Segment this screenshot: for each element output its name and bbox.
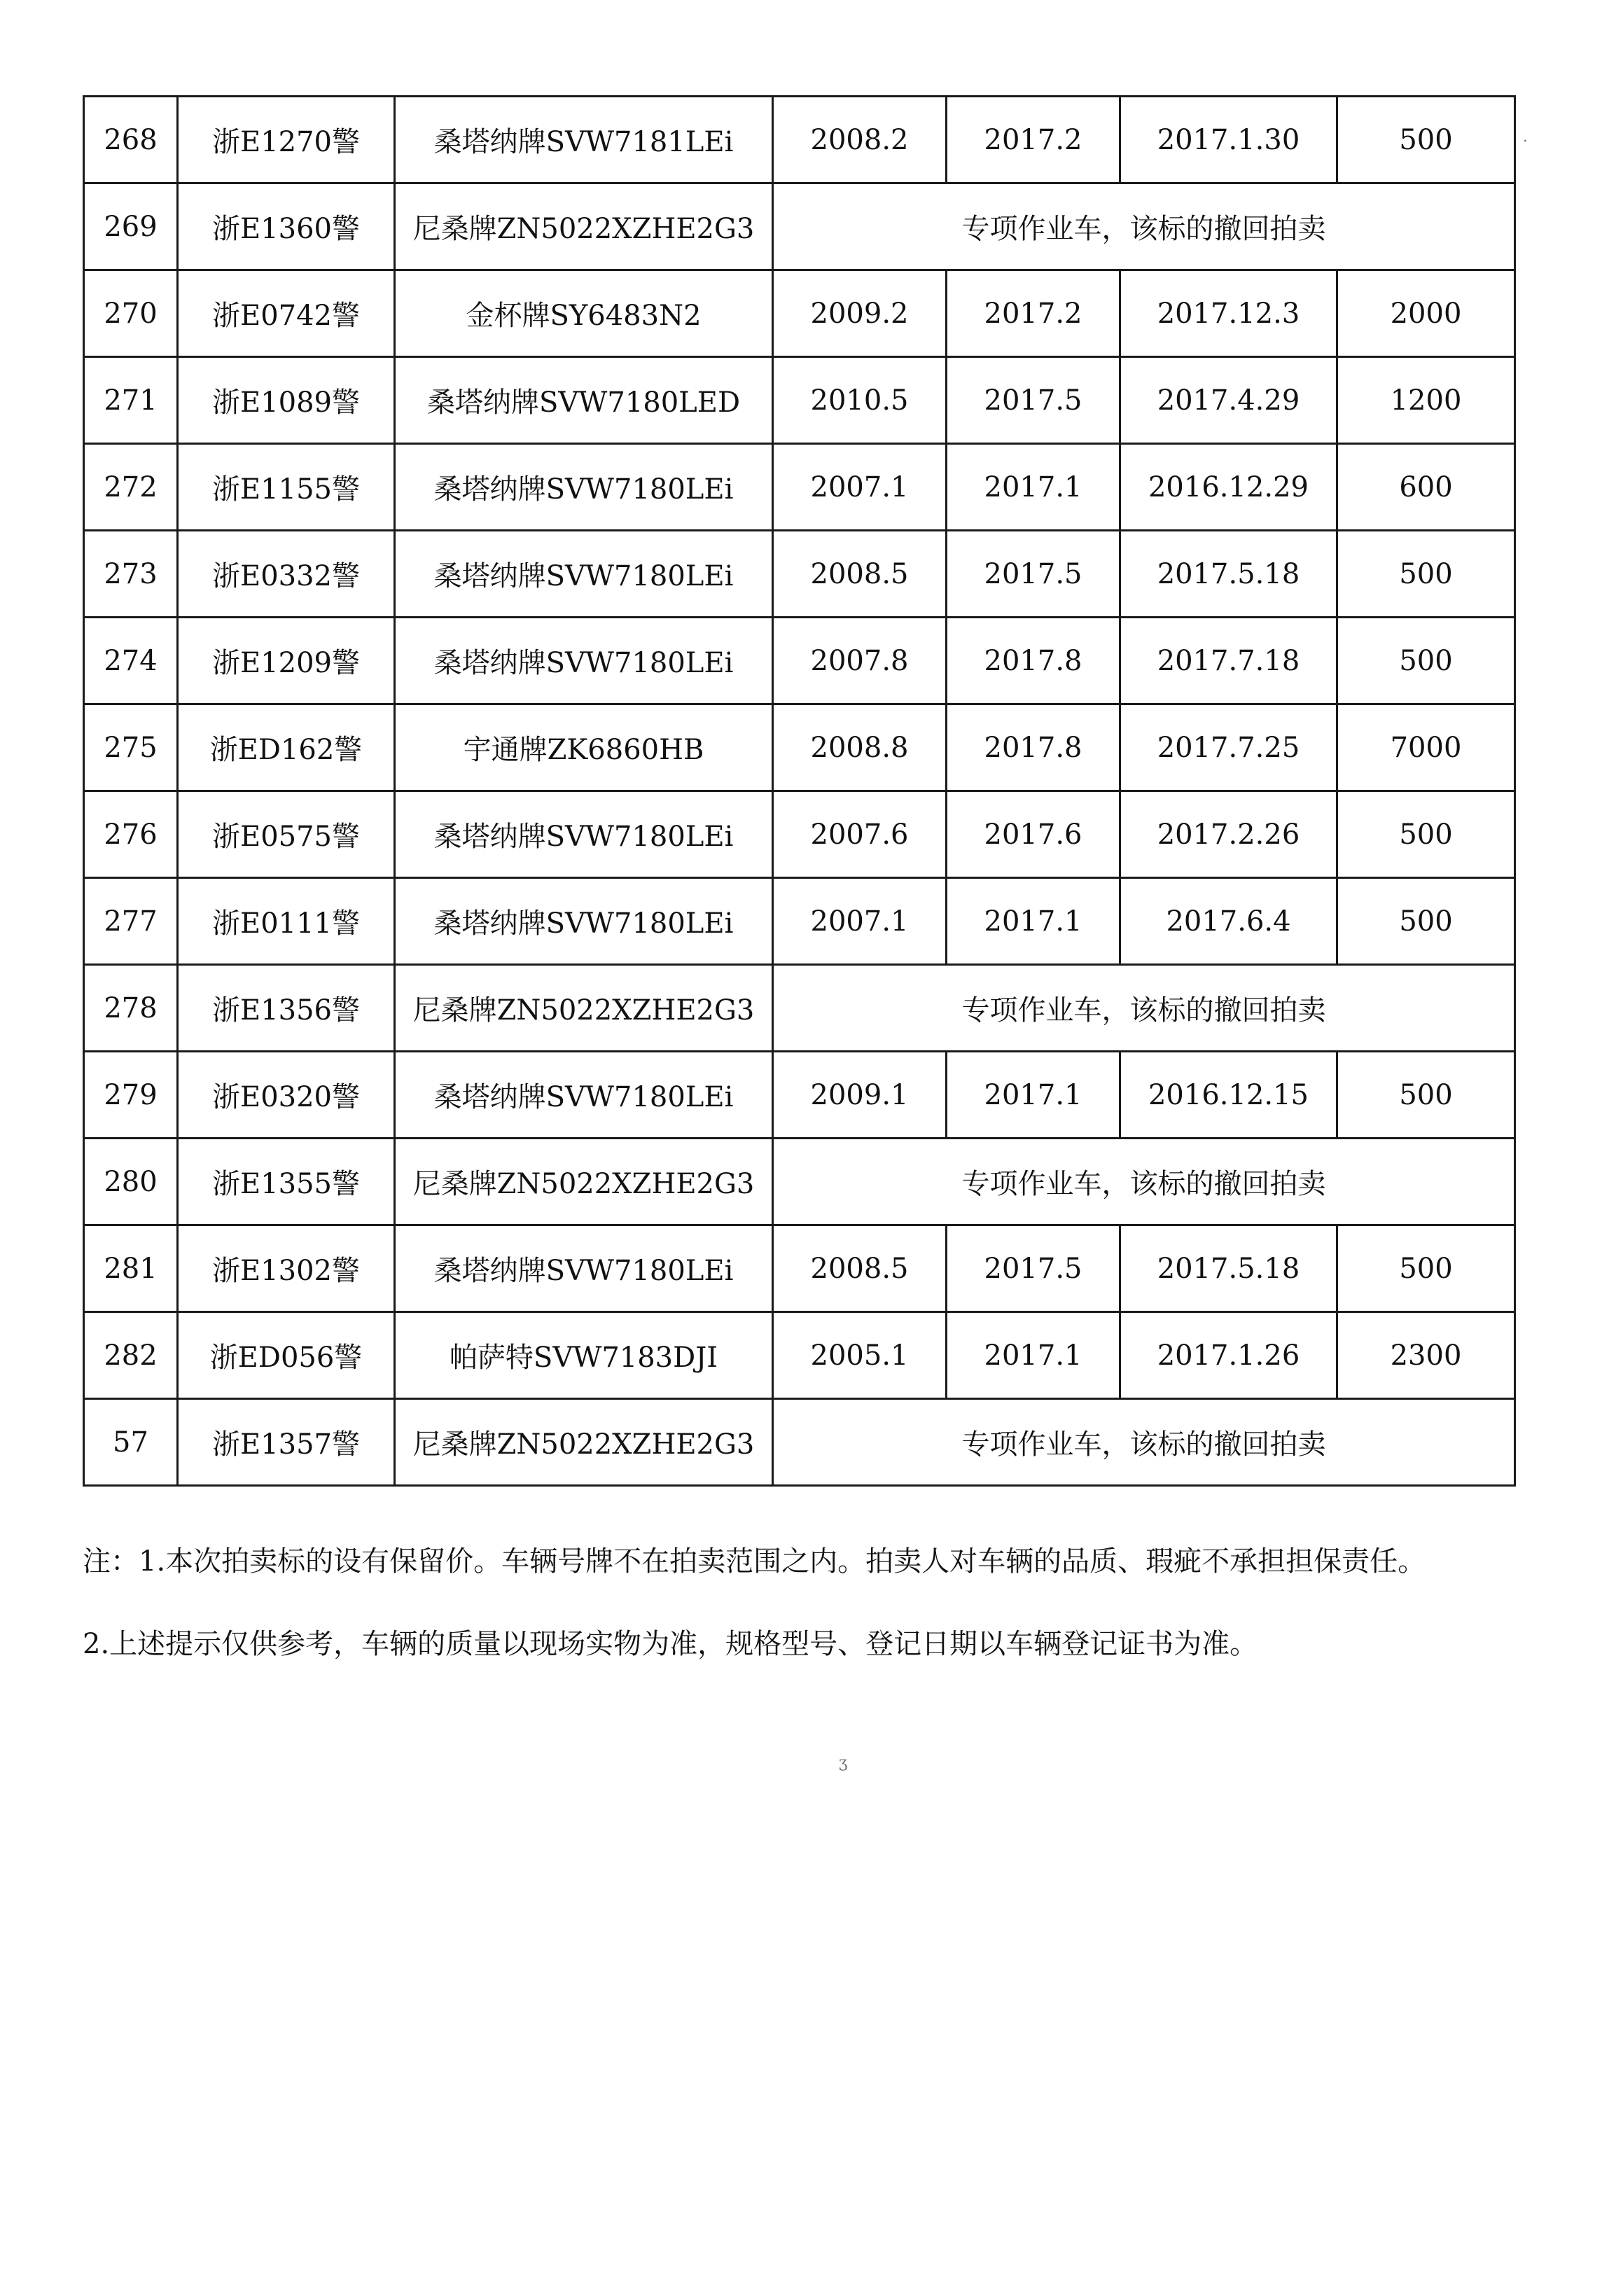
cell-inspection-date: 2017.6.4 [1120,878,1337,965]
cell-scrap-date: 2017.1 [947,878,1120,965]
cell-lot-number: 273 [84,531,178,618]
cell-inspection-date: 2017.7.18 [1120,618,1337,704]
cell-register-date: 2008.5 [773,1225,947,1312]
cell-reserve-price: 500 [1337,531,1515,618]
cell-lot-number: 271 [84,357,178,444]
table-body [84,97,1515,1486]
cell-reserve-price: 500 [1337,1225,1515,1312]
cell-model: 尼桑牌ZN5022XZHE2G3 [395,1139,773,1225]
cell-inspection-date: 2016.12.15 [1120,1052,1337,1139]
cell-plate: 浙E1155警 [178,444,395,531]
cell-withdrawn-note: 专项作业车，该标的撤回拍卖 [773,965,1515,1052]
footnotes [83,1542,1525,1664]
cell-register-date: 2005.1 [773,1312,947,1399]
cell-inspection-date: 2017.5.18 [1120,531,1337,618]
cell-reserve-price: 1200 [1337,357,1515,444]
cell-plate: 浙E0111警 [178,878,395,965]
cell-register-date: 2007.6 [773,791,947,878]
cell-plate: 浙E0742警 [178,270,395,357]
table-row [84,618,1515,704]
cell-inspection-date: 2017.1.30 [1120,97,1337,183]
cell-lot-number: 281 [84,1225,178,1312]
cell-plate: 浙E1209警 [178,618,395,704]
cell-lot-number: 274 [84,618,178,704]
cell-model: 尼桑牌ZN5022XZHE2G3 [395,1399,773,1486]
table-row [84,1399,1515,1486]
cell-model: 桑塔纳牌SVW7180LEi [395,1225,773,1312]
cell-register-date: 2008.2 [773,97,947,183]
table-row [84,270,1515,357]
cell-withdrawn-note: 专项作业车，该标的撤回拍卖 [773,1399,1515,1486]
cell-lot-number: 282 [84,1312,178,1399]
cell-register-date: 2009.2 [773,270,947,357]
cell-scrap-date: 2017.5 [947,1225,1120,1312]
cell-lot-number: 276 [84,791,178,878]
cell-model: 桑塔纳牌SVW7180LEi [395,791,773,878]
table-row [84,878,1515,965]
cell-model: 帕萨特SVW7183DJI [395,1312,773,1399]
cell-scrap-date: 2017.1 [947,444,1120,531]
cell-scrap-date: 2017.8 [947,704,1120,791]
vehicle-auction-table [83,95,1516,1487]
cell-model: 桑塔纳牌SVW7180LEi [395,444,773,531]
cell-model: 尼桑牌ZN5022XZHE2G3 [395,183,773,270]
cell-lot-number: 269 [84,183,178,270]
table-row [84,1052,1515,1139]
cell-register-date: 2007.1 [773,878,947,965]
cell-scrap-date: 2017.2 [947,97,1120,183]
cell-reserve-price: 2000 [1337,270,1515,357]
table-row [84,444,1515,531]
cell-inspection-date: 2017.5.18 [1120,1225,1337,1312]
cell-plate: 浙E1355警 [178,1139,395,1225]
cell-lot-number: 275 [84,704,178,791]
table-row [84,531,1515,618]
cell-model: 桑塔纳牌SVW7181LEi [395,97,773,183]
cell-model: 桑塔纳牌SVW7180LEi [395,618,773,704]
cell-model: 桑塔纳牌SVW7180LEi [395,878,773,965]
cell-reserve-price: 2300 [1337,1312,1515,1399]
cell-model: 桑塔纳牌SVW7180LED [395,357,773,444]
cell-model: 桑塔纳牌SVW7180LEi [395,1052,773,1139]
cell-reserve-price: 500 [1337,97,1515,183]
cell-inspection-date: 2017.1.26 [1120,1312,1337,1399]
cell-plate: 浙E1356警 [178,965,395,1052]
cell-lot-number: 279 [84,1052,178,1139]
cell-register-date: 2009.1 [773,1052,947,1139]
cell-plate: 浙E1357警 [178,1399,395,1486]
cell-scrap-date: 2017.8 [947,618,1120,704]
cell-reserve-price: 500 [1337,791,1515,878]
cell-reserve-price: 7000 [1337,704,1515,791]
note-spacer [83,1581,1525,1624]
cell-plate: 浙E1302警 [178,1225,395,1312]
cell-lot-number: 272 [84,444,178,531]
footnote-2: 2.上述提示仅供参考，车辆的质量以现场实物为准，规格型号、登记日期以车辆登记证书为准。 [83,1628,1258,1660]
cell-scrap-date: 2017.2 [947,270,1120,357]
cell-plate: 浙E0332警 [178,531,395,618]
cell-model: 宇通牌ZK6860HB [395,704,773,791]
table-row [84,965,1515,1052]
cell-scrap-date: 2017.1 [947,1052,1120,1139]
cell-plate: 浙E1360警 [178,183,395,270]
cell-model: 金杯牌SY6483N2 [395,270,773,357]
cell-lot-number: 280 [84,1139,178,1225]
cell-plate: 浙E0575警 [178,791,395,878]
cell-inspection-date: 2016.12.29 [1120,444,1337,531]
cell-lot-number: 270 [84,270,178,357]
footnote-1: 注：1.本次拍卖标的设有保留价。车辆号牌不在拍卖范围之内。拍卖人对车辆的品质、瑕疵不承担担保责任。 [83,1545,1426,1578]
cell-register-date: 2010.5 [773,357,947,444]
cell-reserve-price: 500 [1337,618,1515,704]
cell-withdrawn-note: 专项作业车，该标的撤回拍卖 [773,183,1515,270]
cell-inspection-date: 2017.4.29 [1120,357,1337,444]
table-row [84,1225,1515,1312]
cell-reserve-price: 500 [1337,878,1515,965]
cell-lot-number: 268 [84,97,178,183]
cell-plate: 浙E1270警 [178,97,395,183]
cell-register-date: 2007.8 [773,618,947,704]
cell-plate: 浙ED162警 [178,704,395,791]
scan-speck: · [1523,133,1528,151]
cell-lot-number: 278 [84,965,178,1052]
cell-lot-number: 57 [84,1399,178,1486]
cell-withdrawn-note: 专项作业车，该标的撤回拍卖 [773,1139,1515,1225]
cell-inspection-date: 2017.12.3 [1120,270,1337,357]
table-row [84,1139,1515,1225]
cell-plate: 浙E1089警 [178,357,395,444]
cell-register-date: 2007.1 [773,444,947,531]
cell-register-date: 2008.8 [773,704,947,791]
cell-lot-number: 277 [84,878,178,965]
cell-model: 尼桑牌ZN5022XZHE2G3 [395,965,773,1052]
cell-scrap-date: 2017.1 [947,1312,1120,1399]
cell-plate: 浙E0320警 [178,1052,395,1139]
table-row [84,357,1515,444]
table-row [84,791,1515,878]
cell-register-date: 2008.5 [773,531,947,618]
cell-model: 桑塔纳牌SVW7180LEi [395,531,773,618]
cell-scrap-date: 2017.5 [947,531,1120,618]
cell-plate: 浙ED056警 [178,1312,395,1399]
table-row [84,704,1515,791]
cell-scrap-date: 2017.6 [947,791,1120,878]
table-row [84,1312,1515,1399]
table-row [84,183,1515,270]
table-row [84,97,1515,183]
cell-reserve-price: 500 [1337,1052,1515,1139]
cell-scrap-date: 2017.5 [947,357,1120,444]
cell-inspection-date: 2017.2.26 [1120,791,1337,878]
cell-inspection-date: 2017.7.25 [1120,704,1337,791]
scan-speck: ʒ [839,1754,848,1772]
cell-reserve-price: 600 [1337,444,1515,531]
